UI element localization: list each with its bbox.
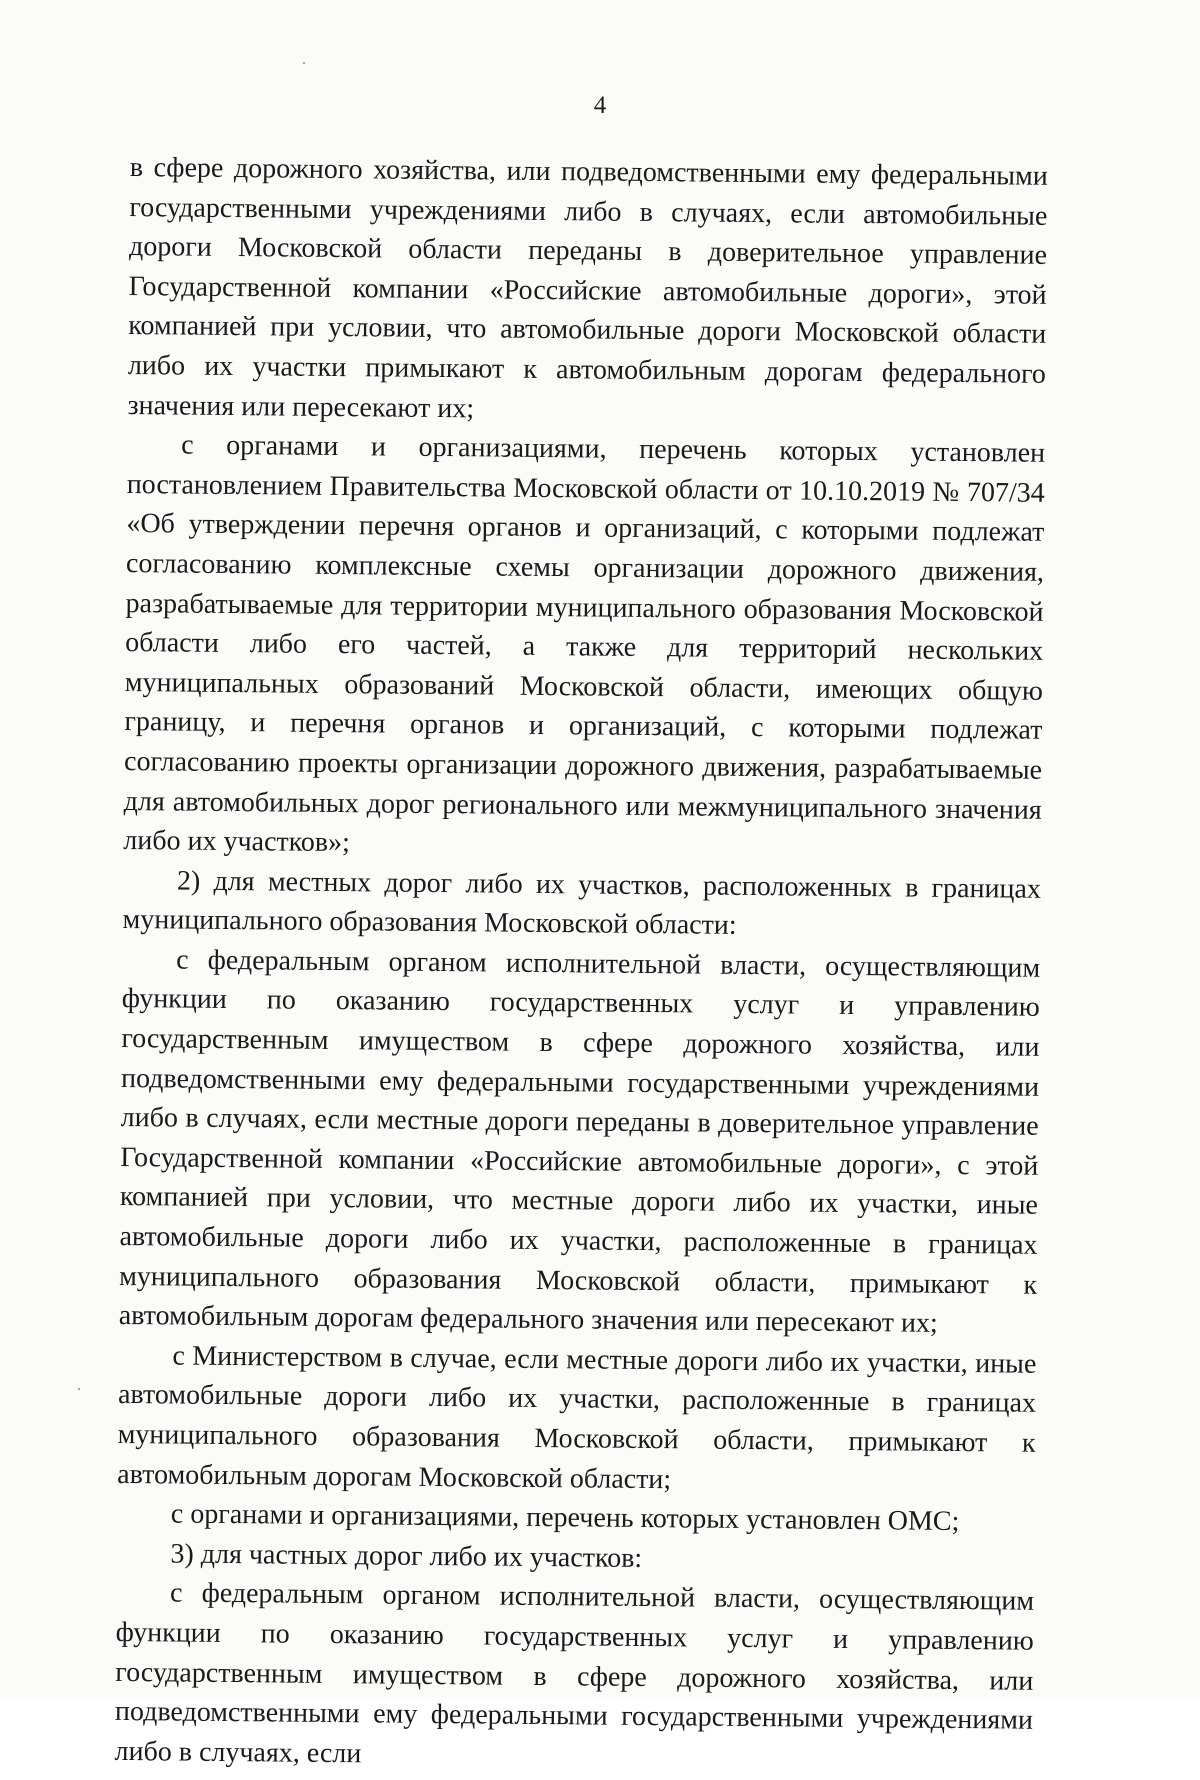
paragraph-oms-organizations: с органами и организациями, перечень которых установлен ОМС; [170, 1498, 960, 1538]
scan-speck [303, 62, 305, 64]
paragraph-item-3-private-roads: 3) для частных дорог либо их участков: [170, 1538, 643, 1574]
paragraph-federal-authority-private: с федеральным органом исполнительной власти, осуществляющим функции по оказанию государственных услуг и управлению государственным имуществом в сфере дорожного хозяйства, или подведомственными ему федеральными государственными учреждениями либо в случаях, если [114, 1577, 1035, 1770]
paragraph-ministry: с Министерством в случае, если местные дороги либо их участки, иные автомобильные дороги либо их участки, расположенные в границах муниципального образования Московской области, примыкают к автомобильным дорогам Московской области; [117, 1340, 1037, 1495]
paragraph-road-authority-continuation: в сфере дорожного хозяйства, или подведомственными ему федеральными государственными учреждениями либо в случаях, если автомобильные дороги Московской области переданы в доверительное управление Государственной компании «Российские автомобильные дороги», этой компанией при условии, что автомобильные дороги Московской области либо их участки примыкают к автомобильным дорогам федерального значения или пересекают их; [127, 151, 1048, 424]
paragraph-federal-authority-local: с федеральным органом исполнительной власти, осуществляющим функции по оказанию государственных услуг и управлению государственным имуществом в сфере дорожного хозяйства, или подведомственными ему федеральными государственными учреждениями либо в случаях, если местные дороги переданы в доверительное управление Государственной компании «Российские автомобильные дороги», с этой компанией при условии, что местные дороги либо их участки, иные автомобильные дороги либо их участки, расположенные в границах муниципального образования Московской области, примыкают к автомобильным дорогам федерального значения или пересекают их; [118, 944, 1041, 1340]
page-number: 4 [593, 92, 607, 119]
paragraph-item-2-local-roads: 2) для местных дорог либо их участков, расположенных в границах муниципального образования Московской области: [122, 865, 1042, 942]
paragraph-resolution-707-34: с органами и организациями, перечень которых установлен постановлением Правительства Московской области от 10.10.2019 № 707/34 «Об утверждении перечня органов и организаций, с которыми подлежат согласованию комплексные схемы организации дорожного движения, разрабатываемые для территории муниципального образования Московской области либо его частей, а также для территорий нескольких муниципальных образований Московской области, имеющих общую границу, и перечня органов и организаций, с которыми подлежат согласованию проекты организации дорожного движения, разрабатываемые для автомобильных дорог регионального или межмуниципального значения либо их участков»; [123, 429, 1046, 859]
document-body [114, 148, 1048, 1780]
scan-speck [78, 1388, 80, 1390]
